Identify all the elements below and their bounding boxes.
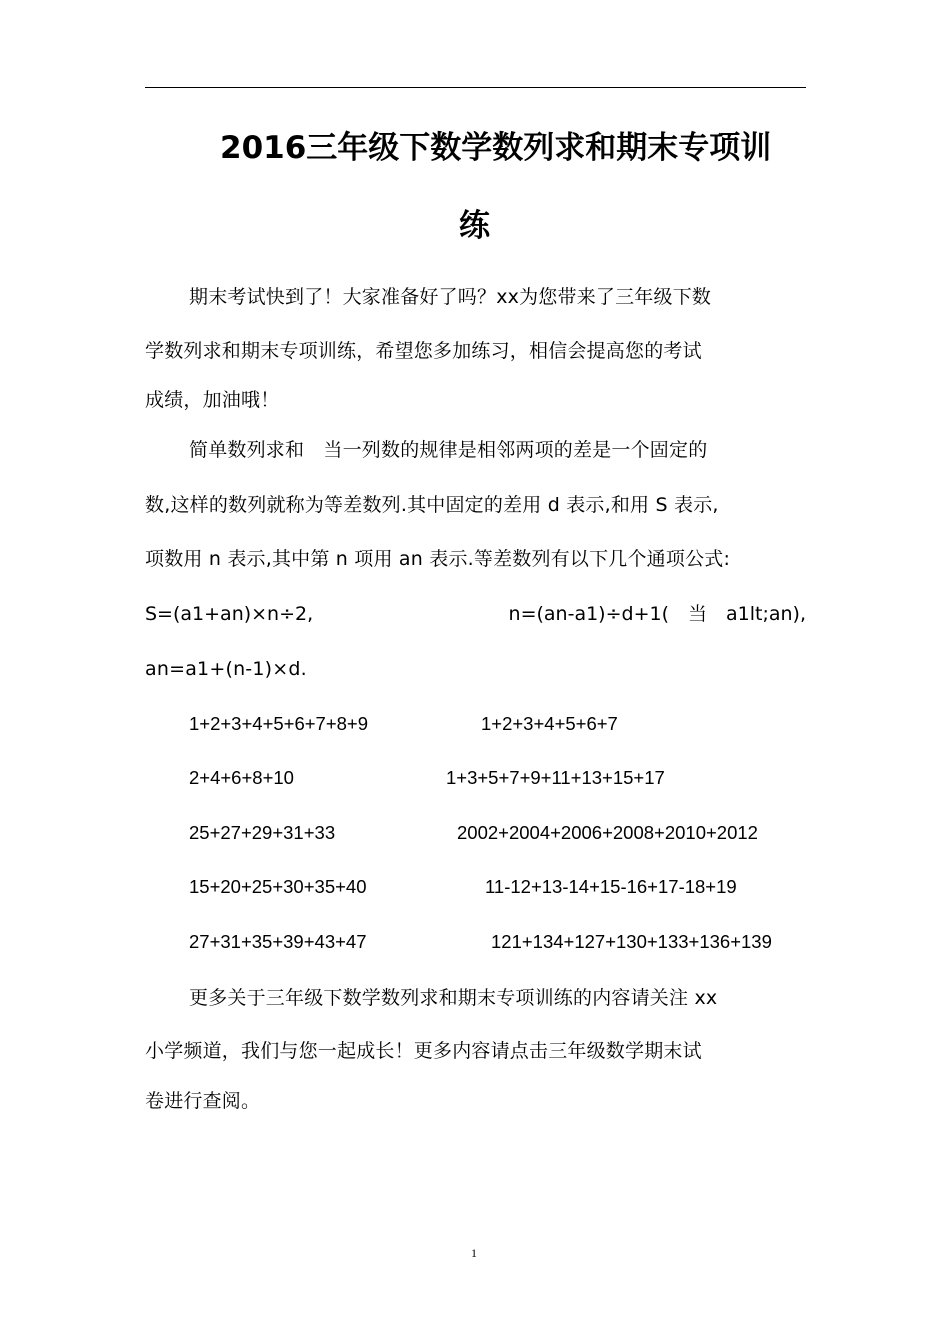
page-title-line-1: 2016三年级下数学数列求和期末专项训 <box>220 130 772 166</box>
exercise-3-right: 2002+2004+2006+2008+2010+2012 <box>457 822 758 843</box>
exercise-5-right: 121+134+127+130+133+136+139 <box>491 931 772 952</box>
exercise-4-right: 11-12+13-14+15-16+17-18+19 <box>485 876 737 897</box>
exercise-1-right: 1+2+3+4+5+6+7 <box>481 713 618 734</box>
explanation-line-1: 简单数列求和 当一列数的规律是相邻两项的差是一个固定的 <box>189 439 708 461</box>
exercise-1-left: 1+2+3+4+5+6+7+8+9 <box>189 713 369 734</box>
page-title-line-2: 练 <box>459 208 490 244</box>
closing-line-3: 卷进行查阅。 <box>145 1090 261 1112</box>
intro-line-3: 成绩，加油哦！ <box>145 389 280 411</box>
intro-line-1: 期末考试快到了！大家准备好了吗？xx为您带来了三年级下数 <box>189 286 712 308</box>
header-rule <box>145 87 806 88</box>
closing-line-1: 更多关于三年级下数学数列求和期末专项训练的内容请关注 xx <box>189 987 718 1009</box>
explanation-line-3: 项数用 n 表示,其中第 n 项用 an 表示.等差数列有以下几个通项公式: <box>145 548 731 570</box>
formula-line <box>145 600 806 628</box>
page-number: 1 <box>471 1246 477 1260</box>
sum-formula: S=(a1+an)×n÷2, <box>145 603 314 625</box>
explanation-line-2: 数,这样的数列就称为等差数列.其中固定的差用 d 表示,和用 S 表示, <box>145 494 719 516</box>
nth-term-formula: an=a1+(n-1)×d. <box>145 658 307 680</box>
exercise-4-left: 15+20+25+30+35+40 <box>189 876 367 897</box>
exercise-5-left: 27+31+35+39+43+47 <box>189 931 367 952</box>
closing-line-2: 小学频道，我们与您一起成长！更多内容请点击三年级数学期末试 <box>145 1040 702 1062</box>
exercise-2-left: 2+4+6+8+10 <box>189 767 294 788</box>
intro-line-2: 学数列求和期末专项训练，希望您多加练习，相信会提高您的考试 <box>145 340 702 362</box>
exercise-3-left: 25+27+29+31+33 <box>189 822 336 843</box>
exercise-2-right: 1+3+5+7+9+11+13+15+17 <box>446 767 665 788</box>
term-count-formula: n=(an-a1)÷d+1( 当 a1lt;an), <box>508 603 806 625</box>
